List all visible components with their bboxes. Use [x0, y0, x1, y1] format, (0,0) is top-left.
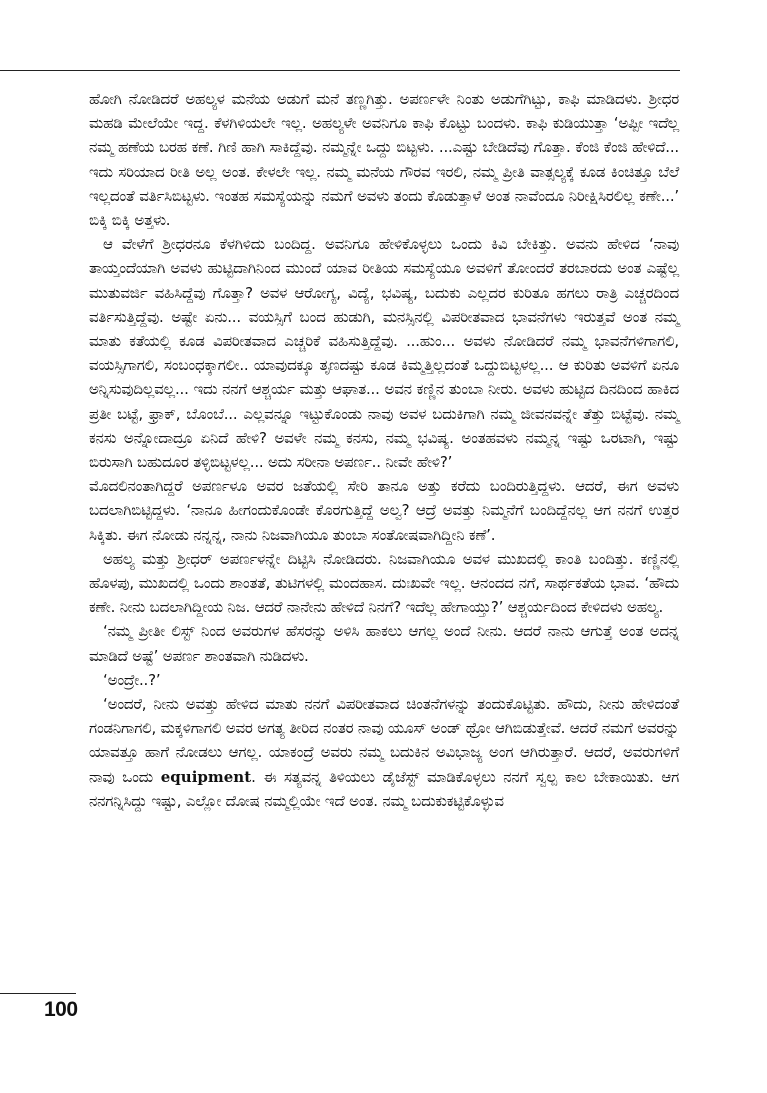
footer-rule	[0, 993, 76, 994]
english-term: equipment	[160, 767, 252, 786]
paragraph-7	[89, 692, 679, 813]
paragraph-5: ‘ನಮ್ಮ ಪ್ರೀತೀ ಲಿಸ್ಟ್ ನಿಂದ ಅವರುಗಳ ಹೆಸರನ್ನು ಅಳಿಸಿ ಹಾಕಲು ಆಗಲ್ಲ ಅಂದೆ ನೀನು. ಆದರೆ ನಾನು ಆಗುತ್ತೆ ಅಂತ ಅದನ್ನ ಮಾಡಿದೆ ಅಷ್ಟೆ’ ಅಪರ್ಣ ಶಾಂತವಾಗಿ ನುಡಿದಳು.	[89, 622, 679, 665]
paragraph-7-text-after: . ಈ ಸತ್ಯವನ್ನ ತಿಳಿಯಲು ಡೈಜೆಸ್ಟ್ ಮಾಡಿಕೊಳ್ಳಲು ನನಗೆ ಸ್ವಲ್ಪ ಕಾಲ ಬೇಕಾಯಿತು. ಆಗ ನನಗನ್ನಿಸಿದ್ದು ಇಷ್ಟು, ಎಲ್ಲೋ ದೋಷ ನಮ್ಮಲ್ಲಿಯೇ ಇದೆ ಅಂತ. ನಮ್ಮ ಬದುಕುಕಟ್ಟಿಕೊಳ್ಳುವ	[89, 767, 679, 810]
page-body	[89, 87, 679, 813]
paragraph-3: ಮೊದಲಿನಂತಾಗಿದ್ದರೆ ಅಪರ್ಣಳೂ ಅವರ ಜತೆಯಲ್ಲಿ ಸೇರಿ ತಾನೂ ಅತ್ತು ಕರೆದು ಬಂದಿರುತ್ತಿದ್ದಳು. ಆದರೆ, ಈಗ ಅವಳು ಬದಲಾಗಿಬಿಟ್ಟಿದ್ದಳು. ‘ನಾನೂ ಹೀಗಂದುಕೊಂಡೇ ಕೊರಗುತ್ತಿದ್ದೆ ಅಲ್ವ? ಆದ್ರೆ ಅವತ್ತು ನಿಮ್ಮನೆಗೆ ಬಂದಿದ್ದೆನಲ್ಲ ಆಗ ನನಗೆ ಉತ್ತರ ಸಿಕ್ಕಿತು. ಈಗ ನೋಡು ನನ್ನನ್ನ, ನಾನು ನಿಜವಾಗಿಯೂ ತುಂಬಾ ಸಂತೋಷವಾಗಿದ್ದೀನಿ ಕಣೆ’.	[89, 477, 679, 544]
page-number: 100	[44, 998, 78, 1021]
paragraph-7-text: ‘ಅಂದರೆ, ನೀನು ಅವತ್ತು ಹೇಳಿದ ಮಾತು ನನಗೆ ವಿಪರೀತವಾದ ಚಿಂತನೆಗಳನ್ನು ತಂದುಕೊಟ್ಟಿತು. ಹೌದು, ನೀನು ಹೇಳಿದಂತೆ ಗಂಡನಿಗಾಗಲಿ, ಮಕ್ಕಳಿಗಾಗಲಿ ಅವರ ಅಗತ್ಯ ತೀರಿದ ನಂತರ ನಾವು ಯೂಸ್ ಅಂಡ್ ಥ್ರೋ ಆಗಿಬಿಡುತ್ತೇವೆ. ಆದರೆ ನಮಗೆ ಅವರನ್ನು ಯಾವತ್ತೂ ಹಾಗೆ ನೋಡಲು ಆಗಲ್ಲ. ಯಾಕಂದ್ರೆ ಅವರು ನಮ್ಮ ಬದುಕಿನ ಅವಿಭಾಜ್ಯ ಅಂಗ ಆಗಿರುತ್ತಾರೆ. ಆದರೆ, ಅವರುಗಳಿಗೆ ನಾವು ಒಂದು	[89, 695, 679, 786]
header-rule	[0, 70, 680, 71]
paragraph-4: ಅಹಲ್ಯ ಮತ್ತು ಶ್ರೀಧರ್ ಅಪರ್ಣಳನ್ನೇ ದಿಟ್ಟಿಸಿ ನೋಡಿದರು. ನಿಜವಾಗಿಯೂ ಅವಳ ಮುಖದಲ್ಲಿ ಕಾಂತಿ ಬಂದಿತ್ತು. ಕಣ್ಣಿನಲ್ಲಿ ಹೊಳಪು, ಮುಖದಲ್ಲಿ ಒಂದು ಶಾಂತತೆ, ತುಟಿಗಳಲ್ಲಿ ಮಂದಹಾಸ. ದುಃಖವೇ ಇಲ್ಲ. ಆನಂದದ ನಗೆ, ಸಾರ್ಥಕತೆಯ ಭಾವ. ‘ಹೌದು ಕಣೇ. ನೀನು ಬದಲಾಗಿದ್ದೀಯ ನಿಜ. ಆದರೆ ನಾನೇನು ಹೇಳಿದೆ ನಿನಗೆ? ಇದೆಲ್ಲ ಹೇಗಾಯ್ತು?’ ಆಶ್ಚರ್ಯದಿಂದ ಕೇಳಿದಳು ಅಹಲ್ಯ.	[89, 549, 679, 617]
paragraph-1: ಹೋಗಿ ನೋಡಿದರೆ ಅಹಲ್ಯಳ ಮನೆಯ ಅಡುಗೆ ಮನೆ ತಣ್ಣಗಿತ್ತು. ಅಪರ್ಣಳೇ ನಿಂತು ಅಡುಗೆಗಿಟ್ಟು, ಕಾಫಿ ಮಾಡಿದಳು. ಶ್ರೀಧರ ಮಹಡಿ ಮೇಲೆಯೇ ಇದ್ದ. ಕೆಳಗಿಳಿಯಲೇ ಇಲ್ಲ. ಅಹಲ್ಯಳೇ ಅವನಿಗೂ ಕಾಫಿ ಕೊಟ್ಟು ಬಂದಳು. ಕಾಫಿ ಕುಡಿಯುತ್ತಾ ‘ಅಪ್ಪೀ ಇದೆಲ್ಲ ನಮ್ಮ ಹಣೆಯ ಬರಹ ಕಣೆ. ಗಿಣಿ ಹಾಗಿ ಸಾಕಿದ್ದೆವು. ನಮ್ಮನ್ನೇ ಒದ್ದು ಬಿಟ್ಟಳು. ...ಎಷ್ಟು ಬೇಡಿದೆವು ಗೊತ್ತಾ. ಕೆಂಜಿ ಕೆಂಜಿ ಹೇಳಿದೆ... ಇದು ಸರಿಯಾದ ರೀತಿ ಅಲ್ಲ ಅಂತ. ಕೇಳಲೇ ಇಲ್ಲ. ನಮ್ಮ ಮನೆಯ ಗೌರವ ಇರಲಿ, ನಮ್ಮ ಪ್ರೀತಿ ವಾತ್ಸಲ್ಯಕ್ಕೆ ಕೂಡ ಕಿಂಚಿತ್ತೂ ಬೆಲೆ ಇಲ್ಲದಂತೆ ವರ್ತಿಸಿಬಿಟ್ಟಳು. ಇಂತಹ ಸಮಸ್ಯೆಯನ್ನು ನಮಗೆ ಅವಳು ತಂದು ಕೊಡುತ್ತಾಳೆ ಅಂತ ನಾವೆಂದೂ ನಿರೀಕ್ಷಿಸಿರಲಿಲ್ಲ ಕಣೇ...’ ಬಿಕ್ಕಿ ಬಿಕ್ಕಿ ಅತ್ತಳು.	[89, 90, 679, 230]
paragraph-6: ‘ಅಂದ್ರೇ..?’	[103, 670, 161, 689]
paragraph-2: ಆ ವೇಳೆಗೆ ಶ್ರೀಧರನೂ ಕೆಳಗಿಳಿದು ಬಂದಿದ್ದ. ಅವನಿಗೂ ಹೇಳಿಕೊಳ್ಳಲು ಒಂದು ಕಿವಿ ಬೇಕಿತ್ತು. ಅವನು ಹೇಳಿದ ‘ನಾವು ತಾಯ್ತಂದೆಯಾಗಿ ಅವಳು ಹುಟ್ಟಿದಾಗಿನಿಂದ ಮುಂದೆ ಯಾವ ರೀತಿಯ ಸಮಸ್ಯೆಯೂ ಅವಳಿಗೆ ತೋಂದರೆ ತರಬಾರದು ಅಂತ ಎಷ್ಟೆಲ್ಲ ಮುತುವರ್ಜಿ ವಹಿಸಿದ್ದೆವು ಗೊತ್ತಾ? ಅವಳ ಆರೋಗ್ಯ, ವಿದ್ಯೆ, ಭವಿಷ್ಯ, ಬದುಕು ಎಲ್ಲದರ ಕುರಿತೂ ಹಗಲು ರಾತ್ರಿ ಎಚ್ಚರದಿಂದ ವರ್ತಿಸುತ್ತಿದ್ದೆವು. ಅಷ್ಟೇ ಏನು... ವಯಸ್ಸಿಗೆ ಬಂದ ಹುಡುಗಿ, ಮನಸ್ಸಿನಲ್ಲಿ ವಿಪರೀತವಾದ ಭಾವನೆಗಳು ಇರುತ್ತವೆ ಅಂತ ನಮ್ಮ ಮಾತು ಕತೆಯಲ್ಲಿ ಕೂಡ ವಿಪರೀತವಾದ ಎಚ್ಚರಿಕೆ ವಹಿಸುತ್ತಿದ್ದೆವು. ...ಹುಂ... ಅವಳು ನೋಡಿದರೆ ನಮ್ಮ ಭಾವನೆಗಳಿಗಾಗಲಿ, ವಯಸ್ಸಿಗಾಗಲಿ, ಸಂಬಂಧಕ್ಕಾಗಲೀ.. ಯಾವುದಕ್ಕೂ ತೃಣದಷ್ಟು ಕೂಡ ಕಿಮ್ಮತ್ತಿಲ್ಲದಂತೆ ಒದ್ದುಬಿಟ್ಟಳಲ್ಲ... ಆ ಕುರಿತು ಅವಳಿಗೆ ಏನೂ ಅನ್ನಿಸುವುದಿಲ್ಲವಲ್ಲ... ಇದು ನನಗೆ ಆಶ್ಚರ್ಯ ಮತ್ತು ಆಘಾತ... ಅವನ ಕಣ್ಣಿನ ತುಂಬಾ ನೀರು. ಅವಳು ಹುಟ್ಟಿದ ದಿನದಿಂದ ಹಾಕಿದ ಪ್ರತೀ ಬಟ್ಟೆ, ಫ್ರಾಕ್, ಬೊಂಬೆ... ಎಲ್ಲವನ್ನೂ ಇಟ್ಟುಕೊಂಡು ನಾವು ಅವಳ ಬದುಕಿಗಾಗಿ ನಮ್ಮ ಜೀವನವನ್ನೇ ತೆತ್ತು ಬಿಟ್ಟೆವು. ನಮ್ಮ ಕನಸು ಅನ್ನೋದಾದ್ರೂ ಏನಿದೆ ಹೇಳಿ? ಅವಳೇ ನಮ್ಮ ಕನಸು, ನಮ್ಮ ಭವಿಷ್ಯ. ಅಂತಹವಳು ನಮ್ಮನ್ನ ಇಷ್ಟು ಒರಟಾಗಿ, ಇಷ್ಟು ಬಿರುಸಾಗಿ ಬಹುದೂರ ತಳ್ಳಿಬಿಟ್ಟಳಲ್ಲ... ಅದು ಸರೀನಾ ಅಪರ್ಣ.. ನೀವೇ ಹೇಳಿ?’	[89, 235, 679, 472]
